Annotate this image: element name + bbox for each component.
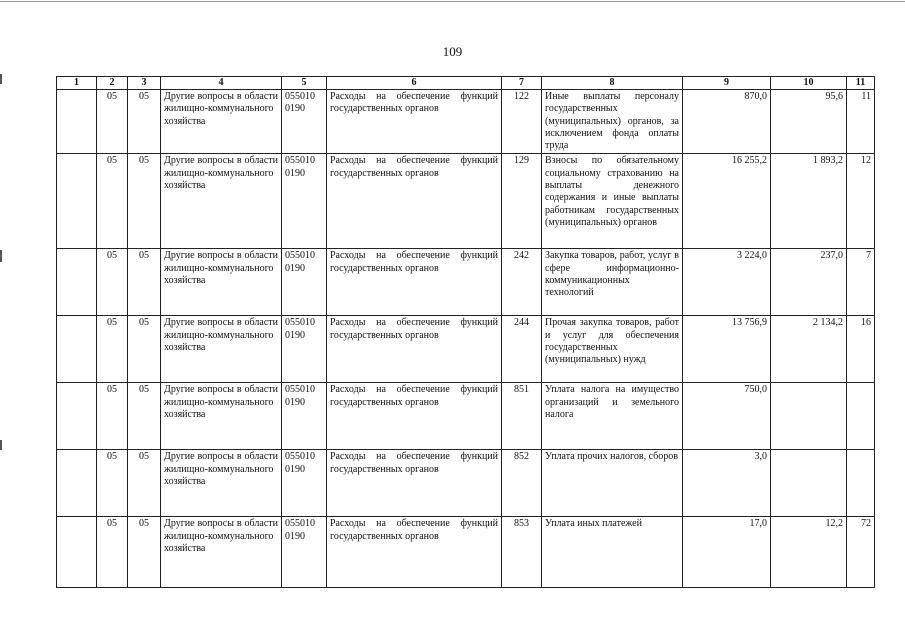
row-number-cell [57,450,97,517]
section-code-cell: 05 [97,90,128,154]
percent-cell [847,383,875,450]
subsection-code-cell: 05 [128,450,161,517]
row-number-cell [57,154,97,249]
table-row [57,316,875,383]
column-header: 5 [282,77,327,90]
percent-cell: 72 [847,517,875,588]
subsection-code-cell: 05 [128,383,161,450]
expense-type-code-cell: 852 [502,450,542,517]
subsection-name-cell: Другие вопросы в области жилищно-коммунального хозяйства [161,154,282,249]
section-code-cell: 05 [97,450,128,517]
column-header: 2 [97,77,128,90]
page-number: 109 [442,44,463,59]
table-row [57,154,875,249]
percent-cell [847,450,875,517]
percent-cell: 7 [847,249,875,316]
section-code-cell: 05 [97,249,128,316]
expense-type-code-cell: 244 [502,316,542,383]
expense-type-code-cell: 122 [502,90,542,154]
plan-amount-cell: 750,0 [683,383,771,450]
actual-amount-cell: 2 134,2 [771,316,847,383]
expense-type-name-cell: Закупка товаров, работ, услуг в сфере информационно-коммуникационных технологий [542,249,683,316]
scan-margin-mark [0,440,2,450]
expense-type-code-cell: 851 [502,383,542,450]
expense-type-name-cell: Уплата прочих налогов, сборов [542,450,683,517]
row-number-cell [57,383,97,450]
table-row [57,383,875,450]
subsection-name-cell: Другие вопросы в области жилищно-коммунального хозяйства [161,450,282,517]
subsection-name-cell: Другие вопросы в области жилищно-коммунального хозяйства [161,90,282,154]
percent-cell: 16 [847,316,875,383]
scan-top-edge-line [0,1,905,2]
expense-type-name-cell: Уплата иных платежей [542,517,683,588]
column-header: 1 [57,77,97,90]
target-article-name-cell: Расходы на обеспечение функций государственных органов [327,154,502,249]
expense-type-name-cell: Прочая закупка товаров, работ и услуг для обеспечения государственных (муниципальных) нужд [542,316,683,383]
column-header: 9 [683,77,771,90]
target-article-cell: 055010 0190 [282,517,327,588]
actual-amount-cell: 1 893,2 [771,154,847,249]
target-article-name-cell: Расходы на обеспечение функций государственных органов [327,249,502,316]
column-header: 10 [771,77,847,90]
target-article-cell: 055010 0190 [282,90,327,154]
subsection-name-cell: Другие вопросы в области жилищно-коммунального хозяйства [161,517,282,588]
column-header: 6 [327,77,502,90]
column-header: 8 [542,77,683,90]
plan-amount-cell: 3,0 [683,450,771,517]
expense-type-name-cell: Уплата налога на имущество организаций и земельного налога [542,383,683,450]
target-article-name-cell: Расходы на обеспечение функций государственных органов [327,383,502,450]
row-number-cell [57,249,97,316]
target-article-name-cell: Расходы на обеспечение функций государственных органов [327,450,502,517]
target-article-cell: 055010 0190 [282,383,327,450]
plan-amount-cell: 17,0 [683,517,771,588]
actual-amount-cell: 237,0 [771,249,847,316]
row-number-cell [57,517,97,588]
percent-cell: 11 [847,90,875,154]
subsection-name-cell: Другие вопросы в области жилищно-коммунального хозяйства [161,383,282,450]
target-article-cell: 055010 0190 [282,450,327,517]
column-header: 3 [128,77,161,90]
table-row [57,450,875,517]
scan-margin-mark [0,74,2,84]
expense-type-code-cell: 242 [502,249,542,316]
target-article-name-cell: Расходы на обеспечение функций государственных органов [327,316,502,383]
actual-amount-cell: 95,6 [771,90,847,154]
row-number-cell [57,90,97,154]
section-code-cell: 05 [97,154,128,249]
actual-amount-cell [771,383,847,450]
expense-type-code-cell: 853 [502,517,542,588]
row-number-cell [57,316,97,383]
subsection-name-cell: Другие вопросы в области жилищно-коммунального хозяйства [161,249,282,316]
target-article-cell: 055010 0190 [282,154,327,249]
scan-margin-mark [0,250,2,262]
column-header: 11 [847,77,875,90]
subsection-code-cell: 05 [128,517,161,588]
plan-amount-cell: 16 255,2 [683,154,771,249]
section-code-cell: 05 [97,517,128,588]
budget-table [56,76,875,588]
target-article-name-cell: Расходы на обеспечение функций государственных органов [327,517,502,588]
subsection-code-cell: 05 [128,316,161,383]
subsection-code-cell: 05 [128,249,161,316]
plan-amount-cell: 13 756,9 [683,316,771,383]
column-header: 4 [161,77,282,90]
expense-type-name-cell: Иные выплаты персоналу государственных (муниципальных) органов, за исключением фонда оплаты труда [542,90,683,154]
table-row [57,517,875,588]
actual-amount-cell [771,450,847,517]
target-article-cell: 055010 0190 [282,249,327,316]
actual-amount-cell: 12,2 [771,517,847,588]
header-row [57,77,875,90]
subsection-name-cell: Другие вопросы в области жилищно-коммунального хозяйства [161,316,282,383]
percent-cell: 12 [847,154,875,249]
expense-type-name-cell: Взносы по обязательному социальному страхованию на выплаты денежного содержания и иные выплаты работникам государственных (муниципальных) органов [542,154,683,249]
target-article-cell: 055010 0190 [282,316,327,383]
plan-amount-cell: 3 224,0 [683,249,771,316]
column-header: 7 [502,77,542,90]
subsection-code-cell: 05 [128,154,161,249]
plan-amount-cell: 870,0 [683,90,771,154]
section-code-cell: 05 [97,383,128,450]
table-row [57,249,875,316]
expense-type-code-cell: 129 [502,154,542,249]
section-code-cell: 05 [97,316,128,383]
target-article-name-cell: Расходы на обеспечение функций государственных органов [327,90,502,154]
table-row [57,90,875,154]
subsection-code-cell: 05 [128,90,161,154]
